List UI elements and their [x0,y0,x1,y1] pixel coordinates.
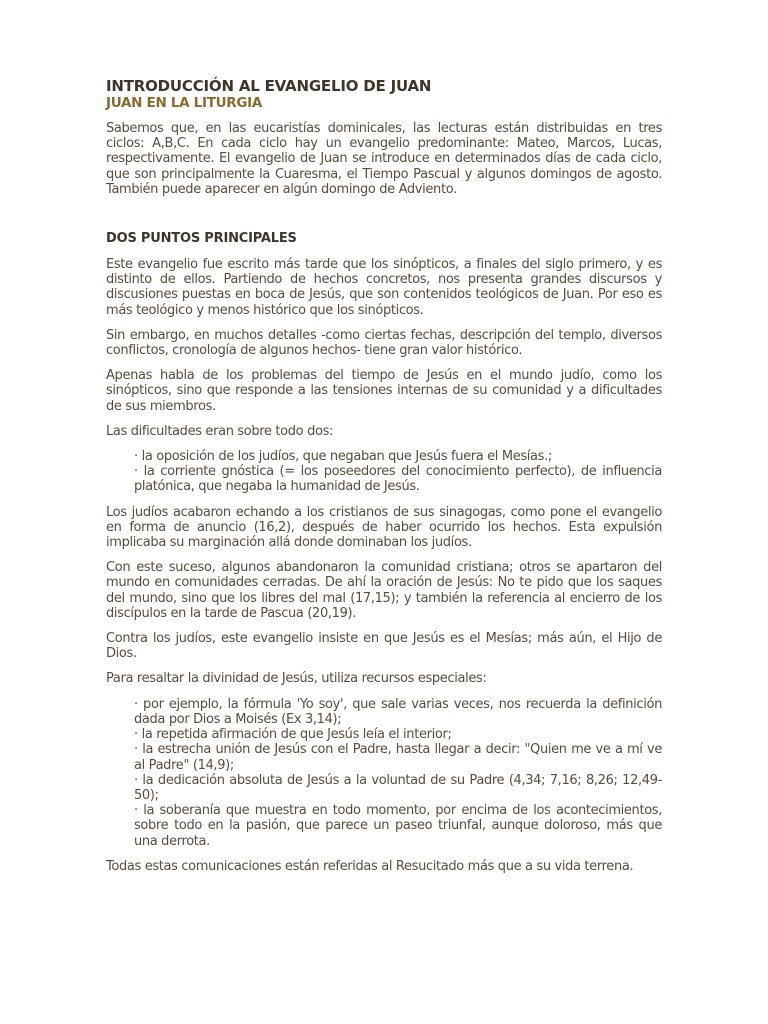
list-item: · la oposición de los judíos, que negaban que Jesús fuera el Mesías.; [134,449,552,465]
body-paragraph: Contra los judíos, este evangelio insiste en que Jesús es el Mesías; más aún, el Hijo de Dios. [106,631,662,662]
resources-list [134,697,662,849]
document-page [106,78,662,884]
document-title: INTRODUCCIÓN AL EVANGELIO DE JUAN [106,77,432,95]
difficulties-list [134,449,662,495]
body-paragraph: Apenas habla de los problemas del tiempo de Jesús en el mundo judío, como los sinópticos, sino que responde a las tensiones internas de su comunidad y a dificultades de sus miembros. [106,368,662,414]
intro-paragraph: Sabemos que, en las eucaristías dominicales, las lecturas están distribuidas en tres ciclos: A,B,C. En cada ciclo hay un evangelio predominante: Mateo, Marcos, Lucas, respectivamente. El evangelio de Juan se introduce en determinados días de cada ciclo, que son principalmente la Cuaresma, el Tiempo Pascual y algunos domingos de agosto. También puede aparecer en algún domingo de Adviento. [106,121,662,197]
list-item: · la soberanía que muestra en todo momento, por encima de los acontecimientos, sobre todo en la pasión, que parece un paseo triunfal, aunque doloroso, más que una derrota. [134,803,662,849]
list-item: · la dedicación absoluta de Jesús a la voluntad de su Padre (4,34; 7,16; 8,26; 12,49-50); [134,772,662,803]
body-paragraph: Las dificultades eran sobre todo dos: [106,423,334,439]
section-gap [106,207,662,231]
body-paragraph: Para resaltar la divinidad de Jesús, utiliza recursos especiales: [106,671,487,687]
list-item: · por ejemplo, la fórmula 'Yo soy', que sale varias veces, nos recuerda la definición dada por Dios a Moisés (Ex 3,14); [134,696,662,727]
list-item: · la corriente gnóstica (= los poseedores del conocimiento perfecto), de influencia platónica, que negaba la humanidad de Jesús. [134,464,662,495]
body-paragraph: Este evangelio fue escrito más tarde que los sinópticos, a finales del siglo primero, y es distinto de ellos. Partiendo de hechos concretos, nos presenta grandes discursos y discusiones puestas en boca de Jesús, que son contenidos teológicos de Juan. Por eso es más teológico y menos histórico que los sinópticos. [106,257,662,318]
list-item: · la repetida afirmación de que Jesús leía el interior; [134,727,452,743]
body-paragraph: Con este suceso, algunos abandonaron la comunidad cristiana; otros se apartaron del mundo en comunidades cerradas. De ahí la oración de Jesús: No te pido que los saques del mundo, sino que los libres del mal (17,15); y también la referencia al encierro de los discípulos en la tarde de Pascua (20,19). [106,560,662,621]
section-heading: DOS PUNTOS PRINCIPALES [106,231,297,247]
closing-paragraph: Todas estas comunicaciones están referidas al Resucitado más que a su vida terrena. [106,858,634,874]
body-paragraph: Sin embargo, en muchos detalles -como ciertas fechas, descripción del templo, diversos conflictos, cronología de algunos hechos- tiene gran valor histórico. [106,327,662,359]
body-paragraph: Los judíos acabaron echando a los cristianos de sus sinagogas, como pone el evangelio en forma de anuncio (16,2), después de haber ocurrido los hechos. Esta expulsión implicaba su marginación allá donde dominaban los judíos. [106,504,662,551]
list-item: · la estrecha unión de Jesús con el Padre, hasta llegar a decir: "Quien me ve a mí ve al Padre" (14,9); [134,742,662,773]
document-subtitle: JUAN EN LA LITURGIA [106,95,263,111]
